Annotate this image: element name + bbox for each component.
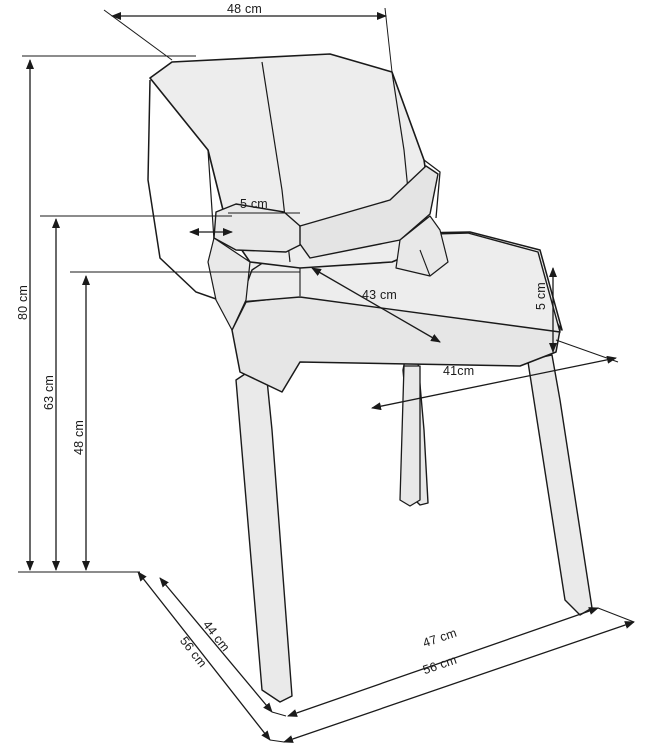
dimension-label-depth-44: 44 cm xyxy=(199,618,233,655)
dimension-label-seat-depth-diagonal: 43 cm xyxy=(362,288,398,302)
dimension-label-width-47: 47 cm xyxy=(421,625,459,651)
dimension-label-total-height: 80 cm xyxy=(16,284,30,320)
dimension-label-seat-cushion-thickness: 5 cm xyxy=(534,282,548,310)
dimension-label-depth-56: 56 cm xyxy=(176,634,210,671)
dimension-label-seat-height: 48 cm xyxy=(72,419,86,455)
dimension-label-width-56: 56 cm xyxy=(421,652,459,678)
dimension-label-seat-width: 41cm xyxy=(443,364,475,378)
dimension-label-armrest-thickness: 5 cm xyxy=(240,197,268,211)
dimension-label-armrest-height: 63 cm xyxy=(42,374,56,410)
chair-illustration xyxy=(148,54,592,702)
dimension-label-width-top: 48 cm xyxy=(227,2,263,16)
